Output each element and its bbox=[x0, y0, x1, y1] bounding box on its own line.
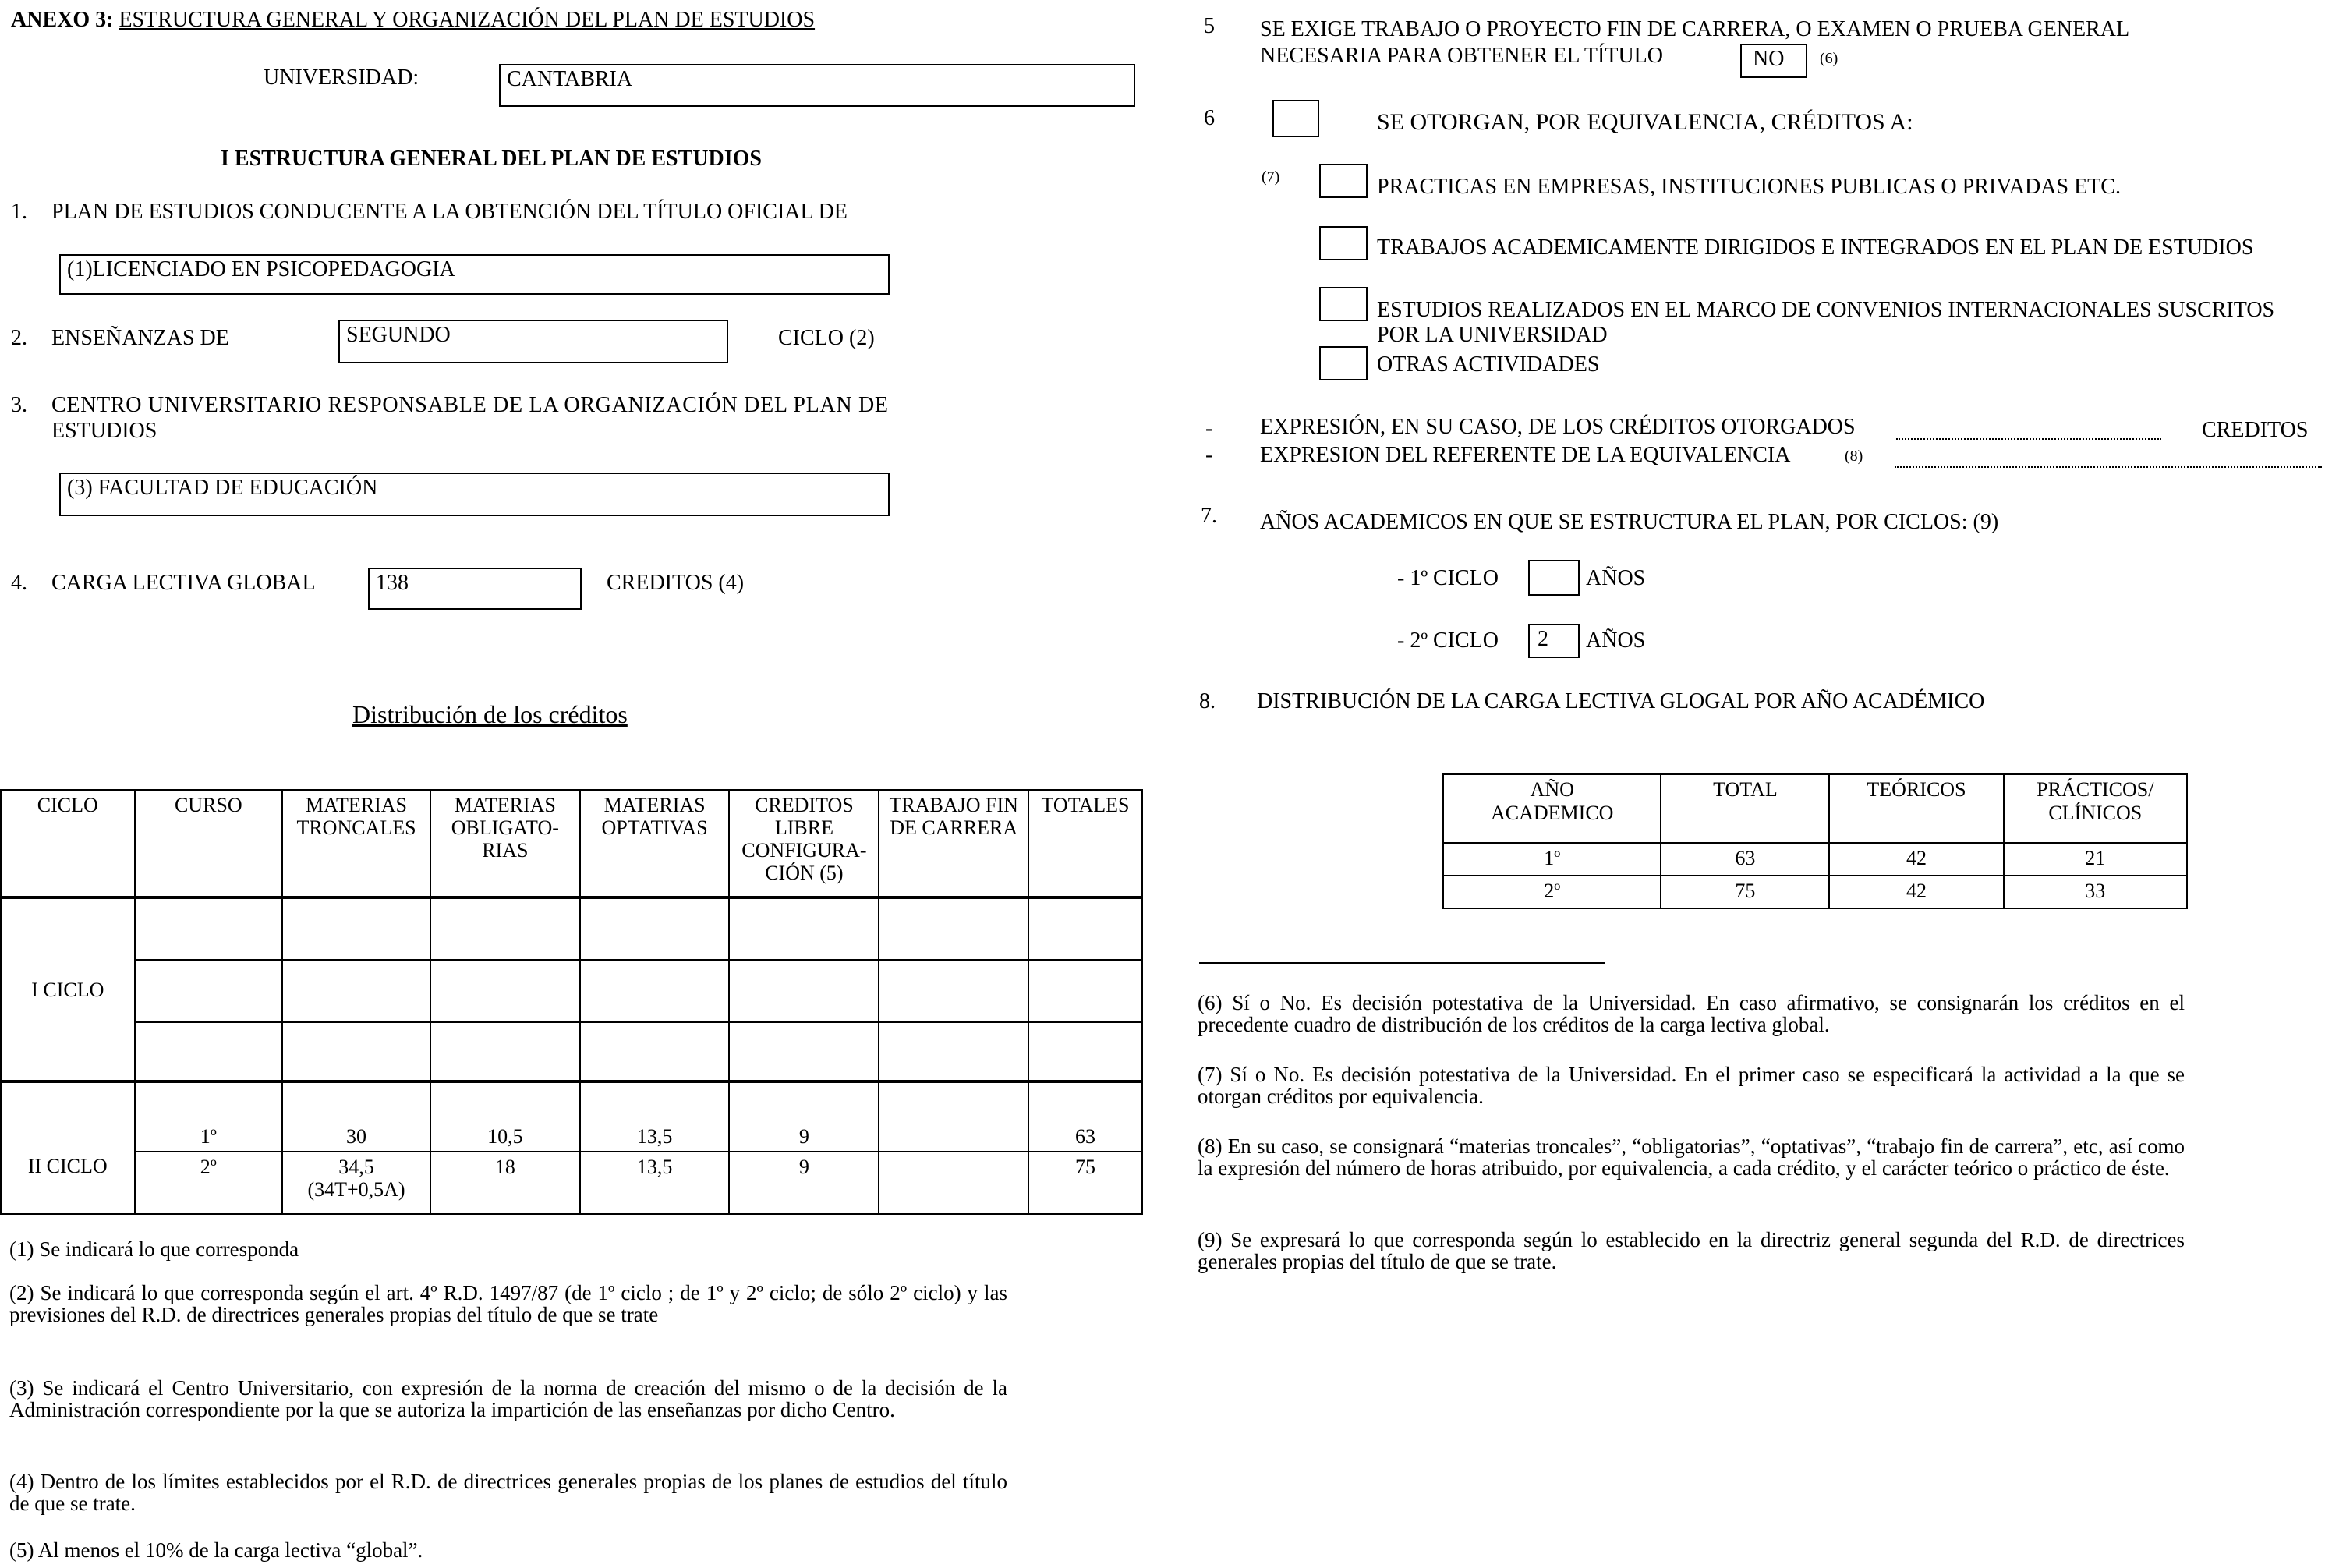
year-header-row bbox=[1443, 774, 2187, 843]
item3-number: 3. bbox=[11, 393, 27, 417]
item6-number: 6 bbox=[1204, 106, 1215, 130]
year-header-total: TOTAL bbox=[1661, 774, 1829, 843]
item4-label: CARGA LECTIVA GLOBAL bbox=[51, 571, 316, 595]
universidad-value: CANTABRIA bbox=[507, 67, 633, 91]
expr1-dotted-line[interactable] bbox=[1896, 438, 2161, 440]
year2-ano: 2º bbox=[1443, 876, 1661, 908]
item3-text-line1: CENTRO UNIVERSITARIO RESPONSABLE DE LA ORGANIZACIÓN DEL PLAN DE bbox=[51, 393, 889, 417]
row1-libre: 9 bbox=[729, 1081, 879, 1152]
item6-text: SE OTORGAN, POR EQUIVALENCIA, CRÉDITOS A: bbox=[1377, 109, 1913, 135]
row1-totales: 63 bbox=[1028, 1081, 1142, 1152]
expr2-ref: (8) bbox=[1845, 448, 1863, 465]
year1-ano: 1º bbox=[1443, 843, 1661, 876]
annex-label: ANEXO 3: bbox=[11, 8, 114, 32]
left-note-1: (1) Se indicará lo que corresponda bbox=[9, 1237, 299, 1261]
section-title: I ESTRUCTURA GENERAL DEL PLAN DE ESTUDIOS bbox=[221, 147, 762, 171]
row1-optativas: 13,5 bbox=[580, 1081, 730, 1152]
titulo-value: (1)LICENCIADO EN PSICOPEDAGOGIA bbox=[67, 257, 455, 281]
trabajo-fin-field[interactable] bbox=[1740, 44, 1807, 78]
right-note-6: (6) Sí o No. Es decisión potestativa de la Universidad. En caso afirmativo, se consignarán los créditos en el precedente cuadro de distribución de los créditos de la carga lectiva global. bbox=[1198, 991, 2185, 1036]
centro-field[interactable] bbox=[59, 473, 890, 516]
year2-teoricos: 42 bbox=[1829, 876, 2003, 908]
row2-troncales-cell bbox=[282, 1152, 430, 1214]
year2-practicos: 33 bbox=[2004, 876, 2187, 908]
universidad-field[interactable] bbox=[499, 64, 1135, 107]
row2-troncales-sub: (34T+0,5A) bbox=[307, 1178, 405, 1201]
item5-line2: NECESARIA PARA OBTENER EL TÍTULO bbox=[1260, 44, 1663, 68]
year-header-practicos: PRÁCTICOS/ CLÍNICOS bbox=[2004, 774, 2187, 843]
distribution-header-row bbox=[1, 790, 1142, 897]
header-troncales: MATERIAS TRONCALES bbox=[282, 790, 430, 897]
table-row bbox=[1, 1022, 1142, 1081]
centro-value: (3) FACULTAD DE EDUCACIÓN bbox=[67, 476, 378, 500]
header-totales: TOTALES bbox=[1028, 790, 1142, 897]
ciclo1-years-field[interactable] bbox=[1528, 560, 1580, 596]
header-ciclo: CICLO bbox=[1, 790, 135, 897]
ciclo2-years-unit: AÑOS bbox=[1586, 628, 1646, 653]
distribution-table bbox=[0, 789, 1143, 1215]
row2-obligatorias: 18 bbox=[430, 1152, 580, 1214]
item5-line1: SE EXIGE TRABAJO O PROYECTO FIN DE CARRERA, O EXAMEN O PRUEBA GENERAL bbox=[1260, 17, 2130, 41]
left-note-4: (4) Dentro de los límites establecidos por el R.D. de directrices generales propias de los planes de estudios del título de que se trate. bbox=[9, 1470, 1007, 1515]
trabajos-checkbox[interactable] bbox=[1319, 226, 1368, 260]
otras-checkbox[interactable] bbox=[1319, 346, 1368, 380]
year1-teoricos: 42 bbox=[1829, 843, 2003, 876]
ensenanzas-field[interactable] bbox=[338, 320, 728, 363]
year1-total: 63 bbox=[1661, 843, 1829, 876]
row2-optativas: 13,5 bbox=[580, 1152, 730, 1214]
year1-practicos: 21 bbox=[2004, 843, 2187, 876]
right-note-9: (9) Se expresará lo que corresponda según lo establecido en la directriz general segunda del R.D. de directrices generales propias del título de que se trate. bbox=[1198, 1228, 2185, 1273]
item5-number: 5 bbox=[1204, 14, 1215, 38]
estudios-label-line1: ESTUDIOS REALIZADOS EN EL MARCO DE CONVENIOS INTERNACIONALES SUSCRITOS bbox=[1377, 298, 2275, 322]
item4-number: 4. bbox=[11, 571, 27, 595]
item7-number: 7. bbox=[1201, 504, 1217, 528]
header-trabajo: TRABAJO FIN DE CARRERA bbox=[879, 790, 1028, 897]
ciclo1-years-unit: AÑOS bbox=[1586, 566, 1646, 590]
annex-title: ESTRUCTURA GENERAL Y ORGANIZACIÓN DEL PLAN DE ESTUDIOS bbox=[119, 8, 816, 32]
row2-totales: 75 bbox=[1028, 1152, 1142, 1214]
table-row bbox=[1, 1152, 1142, 1214]
ciclo1-years-label: - 1º CICLO bbox=[1397, 566, 1499, 590]
expr2-dash: - bbox=[1205, 443, 1213, 467]
item1-text: PLAN DE ESTUDIOS CONDUCENTE A LA OBTENCIÓN DEL TÍTULO OFICIAL DE bbox=[51, 200, 848, 224]
ciclo1-label: I CICLO bbox=[1, 897, 135, 1081]
item5-note-ref: (6) bbox=[1820, 50, 1838, 67]
item1-number: 1. bbox=[11, 200, 27, 224]
universidad-label: UNIVERSIDAD: bbox=[264, 65, 419, 90]
expr2-dotted-line[interactable] bbox=[1895, 466, 2322, 468]
item2-label: ENSEÑANZAS DE bbox=[51, 326, 229, 350]
year2-total: 75 bbox=[1661, 876, 1829, 908]
table-row bbox=[1, 897, 1142, 960]
item8-text: DISTRIBUCIÓN DE LA CARGA LECTIVA GLOGAL POR AÑO ACADÉMICO bbox=[1257, 689, 1985, 713]
trabajo-fin-value: NO bbox=[1753, 47, 1785, 71]
row2-curso: 2º bbox=[135, 1152, 283, 1214]
expr1-dash: - bbox=[1205, 416, 1213, 441]
item3-text-line2: ESTUDIOS bbox=[51, 419, 157, 443]
annex-header bbox=[11, 8, 815, 33]
header-optativas: MATERIAS OPTATIVAS bbox=[580, 790, 730, 897]
left-note-2: (2) Se indicará lo que corresponda según el art. 4º R.D. 1497/87 (de 1º ciclo ; de 1º y 2º ciclo; de sólo 2º ciclo) y las previsiones del R.D. de directrices generales propias del título de que se trate bbox=[9, 1281, 1007, 1326]
practicas-label: PRACTICAS EN EMPRESAS, INSTITUCIONES PUBLICAS O PRIVADAS ETC. bbox=[1377, 175, 2121, 199]
row2-libre: 9 bbox=[729, 1152, 879, 1214]
estudios-label-line2: POR LA UNIVERSIDAD bbox=[1377, 323, 1608, 347]
ciclo2-years-field[interactable] bbox=[1528, 624, 1580, 658]
right-note-7: (7) Sí o No. Es decisión potestativa de la Universidad. En el primer caso se especificará la actividad a la que se otorgan créditos por equivalencia. bbox=[1198, 1063, 2185, 1108]
ciclo2-years-label: - 2º CICLO bbox=[1397, 628, 1499, 653]
distribution-title: Distribución de los créditos bbox=[352, 700, 628, 728]
item2-number: 2. bbox=[11, 326, 27, 350]
ciclo2-years-value: 2 bbox=[1538, 627, 1548, 651]
row1-obligatorias: 10,5 bbox=[430, 1081, 580, 1152]
header-obligatorias: MATERIAS OBLIGATO- RIAS bbox=[430, 790, 580, 897]
ciclo2-label: II CICLO bbox=[1, 1081, 135, 1214]
otras-label: OTRAS ACTIVIDADES bbox=[1377, 352, 1600, 377]
left-note-5: (5) Al menos el 10% de la carga lectiva “global”. bbox=[9, 1538, 423, 1562]
expr1-label: EXPRESIÓN, EN SU CASO, DE LOS CRÉDITOS OTORGADOS bbox=[1260, 415, 1856, 439]
right-note-8: (8) En su caso, se consignará “materias troncales”, “obligatorias”, “optativas”, “trabajo fin de carrera”, etc, así como la expresión del número de horas atribuido, por equivalencia, a cada crédito, y el carácter teórico o práctico de éste. bbox=[1198, 1134, 2185, 1180]
year-header-ano: AÑO ACADEMICO bbox=[1443, 774, 1661, 843]
carga-field[interactable] bbox=[368, 568, 582, 610]
footnote-divider bbox=[1199, 962, 1605, 964]
year-header-teoricos: TEÓRICOS bbox=[1829, 774, 2003, 843]
row2-troncales: 34,5 bbox=[338, 1156, 374, 1178]
titulo-field[interactable] bbox=[59, 254, 890, 295]
item4-suffix: CREDITOS (4) bbox=[607, 571, 745, 595]
table-row bbox=[1443, 843, 2187, 876]
year-distribution-table bbox=[1442, 773, 2188, 909]
header-libre: CREDITOS LIBRE CONFIGURA- CIÓN (5) bbox=[729, 790, 879, 897]
table-row bbox=[1, 960, 1142, 1022]
table-row bbox=[1, 1081, 1142, 1152]
table-row bbox=[1443, 876, 2187, 908]
item8-number: 8. bbox=[1199, 689, 1216, 713]
row1-curso: 1º bbox=[135, 1081, 283, 1152]
item2-suffix: CICLO (2) bbox=[778, 326, 875, 350]
estudios-checkbox[interactable] bbox=[1319, 287, 1368, 321]
expr1-suffix: CREDITOS bbox=[2202, 418, 2309, 442]
item6-ref: (7) bbox=[1262, 168, 1280, 186]
header-curso: CURSO bbox=[135, 790, 283, 897]
row2-trabajo bbox=[879, 1152, 1028, 1214]
item6-checkbox[interactable] bbox=[1272, 100, 1319, 137]
item7-text: AÑOS ACADEMICOS EN QUE SE ESTRUCTURA EL PLAN, POR CICLOS: (9) bbox=[1260, 510, 1999, 534]
carga-value: 138 bbox=[376, 571, 409, 595]
left-note-3: (3) Se indicará el Centro Universitario, con expresión de la norma de creación del mismo o de la decisión de la Administración correspondiente por la que se autoriza la impartición de las enseñanzas por dicho Centro. bbox=[9, 1376, 1007, 1421]
row1-trabajo bbox=[879, 1081, 1028, 1152]
practicas-checkbox[interactable] bbox=[1319, 164, 1368, 198]
ensenanzas-value: SEGUNDO bbox=[346, 323, 451, 347]
row1-troncales: 30 bbox=[282, 1081, 430, 1152]
expr2-label: EXPRESION DEL REFERENTE DE LA EQUIVALENCIA bbox=[1260, 443, 1791, 467]
trabajos-label: TRABAJOS ACADEMICAMENTE DIRIGIDOS E INTEGRADOS EN EL PLAN DE ESTUDIOS bbox=[1377, 235, 2254, 260]
